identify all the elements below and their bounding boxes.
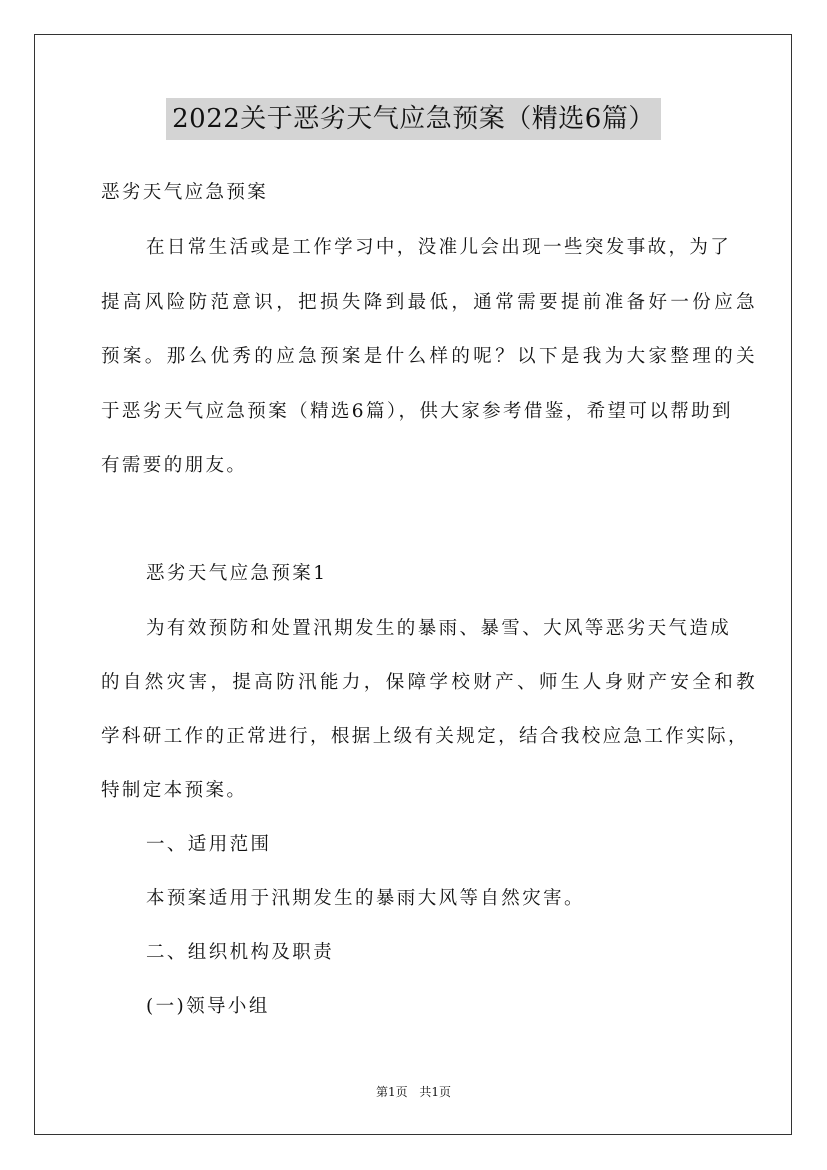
subsection-heading: 二、组织机构及职责 [146, 942, 335, 963]
paragraph-line: 有需要的朋友。 [101, 455, 248, 476]
intro-heading: 恶劣天气应急预案 [101, 182, 269, 203]
subsection-heading: (一)领导小组 [146, 996, 270, 1017]
subsection-heading: 一、适用范围 [146, 834, 272, 855]
paragraph-line: 为有效预防和处置汛期发生的暴雨、暴雪、大风等恶劣天气造成 [146, 618, 732, 639]
paragraph-line: 提高风险防范意识，把损失降到最低，通常需要提前准备好一份应急 [101, 292, 759, 313]
page-total: 共1页 [419, 1085, 452, 1099]
page-number: 第1页 [375, 1085, 408, 1099]
paragraph-line: 在日常生活或是工作学习中，没准儿会出现一些突发事故，为了 [146, 237, 732, 258]
page-footer [0, 1084, 827, 1100]
paragraph-line: 的自然灾害，提高防汛能力，保障学校财产、师生人身财产安全和教 [101, 672, 759, 693]
paragraph-line: 特制定本预案。 [101, 780, 248, 801]
paragraph-line: 学科研工作的正常进行，根据上级有关规定，结合我校应急工作实际， [101, 726, 749, 747]
section-heading: 恶劣天气应急预案1 [146, 563, 328, 584]
paragraph-line: 于恶劣天气应急预案（精选6篇），供大家参考借鉴，希望可以帮助到 [101, 401, 733, 422]
title-container [0, 98, 827, 140]
paragraph-line: 预案。那么优秀的应急预案是什么样的呢？以下是我为大家整理的关 [101, 346, 759, 367]
document-title: 2022关于恶劣天气应急预案（精选6篇） [166, 98, 661, 140]
paragraph-line: 本预案适用于汛期发生的暴雨大风等自然灾害。 [146, 888, 585, 909]
